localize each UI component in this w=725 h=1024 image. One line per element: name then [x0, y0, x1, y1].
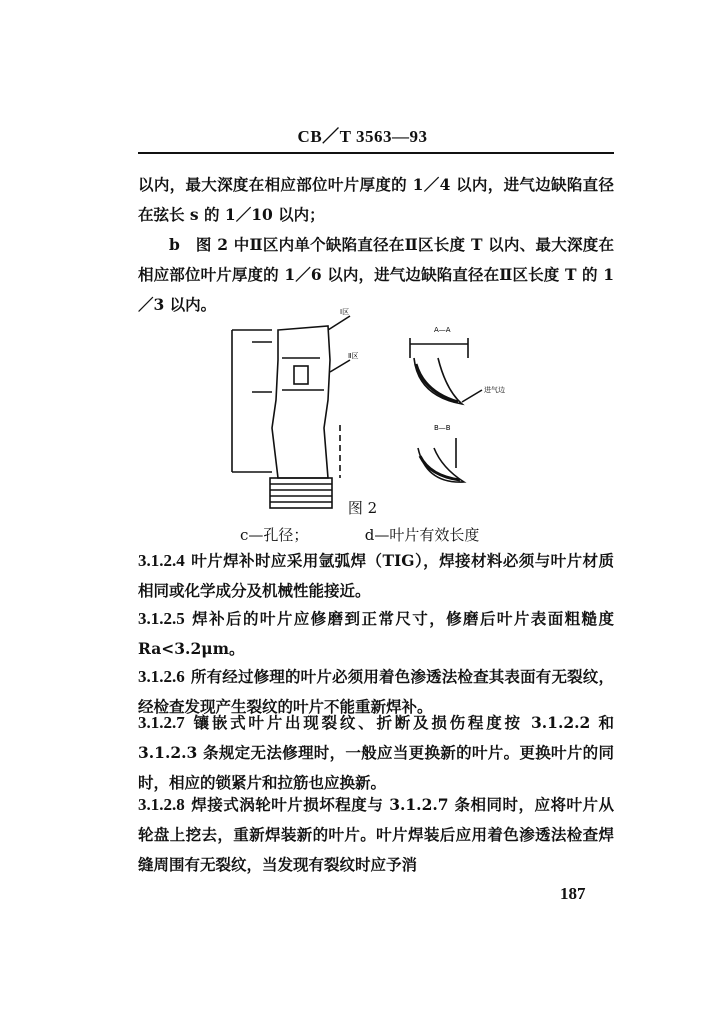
clause-number: 3.1.2.4	[138, 551, 185, 570]
clause-3-1-2-8	[138, 790, 614, 880]
legend-d: d—叶片有效长度	[364, 526, 480, 544]
clause-3-1-2-7	[138, 708, 614, 798]
clause-number: 3.1.2.5	[138, 609, 185, 628]
standard-code-header: CB／T 3563—93	[297, 127, 428, 146]
clause-number: 3.1.2.7	[138, 713, 185, 732]
section-views	[398, 318, 528, 498]
clause-text: 焊接式涡轮叶片损坏程度与 3.1.2.7 条相同时，应将叶片从轮盘上挖去，重新焊装新的叶片。叶片焊装后应用着色渗透法检查焊缝周围有无裂纹，当发现有裂纹时应予消	[138, 795, 614, 874]
section-bb-label: B—B	[434, 424, 451, 432]
paragraph-item-b: b 图 2 中Ⅱ区内单个缺陷直径在Ⅱ区长度 T 以内、最大深度在相应部位叶片厚度的 1／6 以内，进气边缺陷直径在Ⅱ区长度 T 的 1／3 以内。	[138, 235, 614, 314]
section-aa-profile	[414, 358, 462, 404]
figure-legend	[240, 524, 540, 545]
clause-3-1-2-5	[138, 604, 614, 664]
zone2-leader	[330, 360, 350, 372]
clause-text: 镶嵌式叶片出现裂纹、折断及损伤程度按 3.1.2.2 和 3.1.2.3 条规定无法修理时，一般应当更换新的叶片。更换叶片的同时，相应的锁紧片和拉筋也应换新。	[138, 713, 614, 792]
clause-text: 所有经过修理的叶片必须用着色渗透法检查其表面有无裂纹，经检查发现产生裂纹的叶片不能重新焊补。	[138, 667, 614, 716]
figure-caption: 图 2	[347, 499, 378, 517]
zone1-leader	[328, 316, 350, 330]
hole-mark	[294, 366, 308, 384]
clause-text: 焊补后的叶片应修磨到正常尺寸，修磨后叶片表面粗糙度 Ra<3.2μm。	[138, 609, 614, 658]
clause-number: 3.1.2.6	[138, 667, 185, 686]
blade-outline	[272, 326, 330, 478]
paragraph-continuation: 以内，最大深度在相应部位叶片厚度的 1／4 以内，进气边缺陷直径在弦长 s 的 1／10 以内；	[138, 175, 614, 224]
inlet-edge-label: 进气边	[484, 386, 505, 394]
header-rule	[138, 152, 614, 154]
clause-number: 3.1.2.8	[138, 795, 185, 814]
clause-text: 叶片焊补时应采用氩弧焊（TIG），焊接材料必须与叶片材质相同或化学成分及机械性能接近。	[138, 551, 614, 600]
page-number: 187	[560, 884, 586, 903]
legend-c: c—孔径；	[240, 526, 309, 544]
clause-3-1-2-4	[138, 546, 614, 606]
zone1-label: Ⅰ区	[340, 308, 350, 316]
zone2-label: Ⅱ区	[348, 352, 359, 360]
section-aa-label: A—A	[434, 326, 451, 334]
